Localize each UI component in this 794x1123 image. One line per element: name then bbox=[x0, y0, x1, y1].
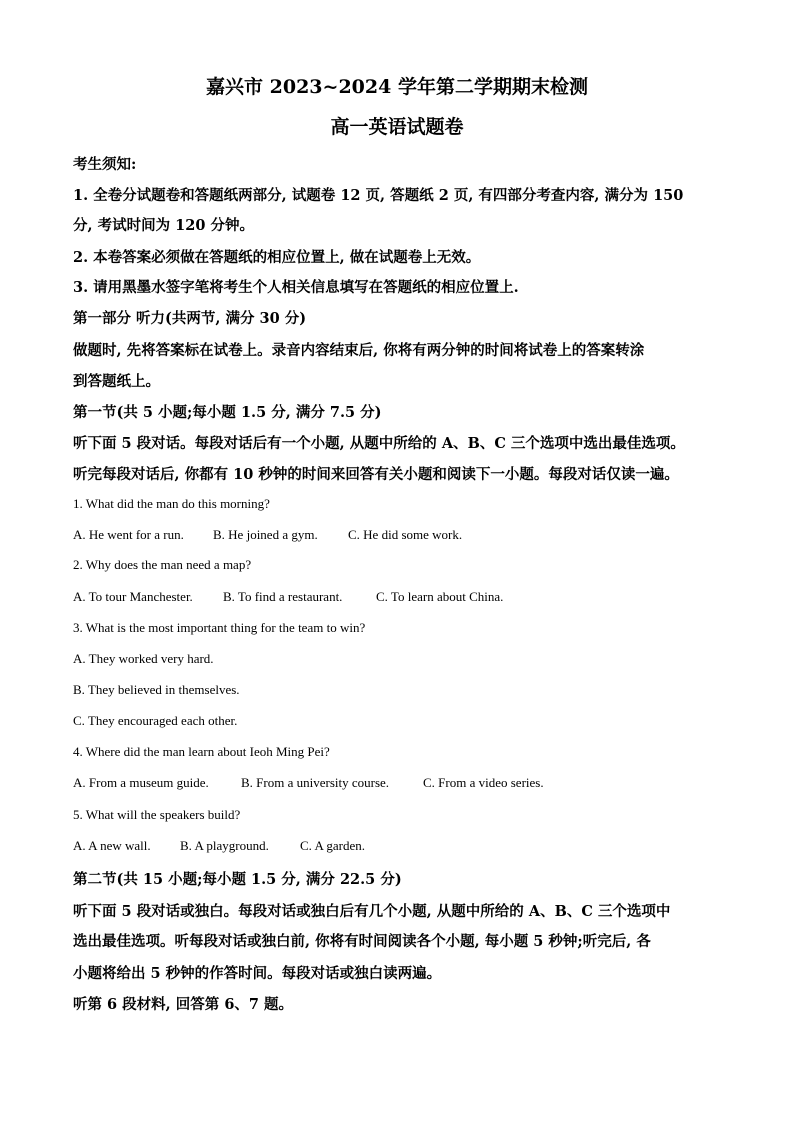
question-2-option-a: A. To tour Manchester. bbox=[73, 589, 193, 604]
question-2-options bbox=[73, 589, 733, 605]
question-3-option-c: C. They encouraged each other. bbox=[73, 713, 238, 728]
question-3-option-a: A. They worked very hard. bbox=[73, 651, 214, 666]
question-2-option-b: B. To find a restaurant. bbox=[223, 589, 343, 604]
question-4-option-c: C. From a video series. bbox=[423, 775, 544, 790]
part-1-intro-line-2: 到答题纸上。 bbox=[73, 373, 160, 390]
question-2-option-c: C. To learn about China. bbox=[376, 589, 504, 604]
notice-heading: 考生须知: bbox=[73, 156, 137, 173]
question-1-option-c: C. He did some work. bbox=[348, 527, 463, 542]
question-1-option-b: B. He joined a gym. bbox=[213, 527, 318, 542]
section-2-instruction-line-3: 小题将给出 5 秒钟的作答时间。每段对话或独白读两遍。 bbox=[73, 965, 442, 982]
section-1-instruction-line-1: 听下面 5 段对话。每段对话后有一个小题, 从题中所给的 A、B、C 三个选项中选出最佳选项。 bbox=[73, 435, 685, 452]
question-5-options bbox=[73, 838, 733, 854]
question-3-option-b: B. They believed in themselves. bbox=[73, 682, 240, 697]
notice-item-1-line-2: 分, 考试时间为 120 分钟。 bbox=[73, 217, 254, 234]
material-6-heading: 听第 6 段材料, 回答第 6、7 题。 bbox=[73, 996, 294, 1013]
exam-subtitle: 高一英语试题卷 bbox=[330, 116, 464, 138]
question-4-option-a: A. From a museum guide. bbox=[73, 775, 209, 790]
notice-item-3: 3. 请用黑墨水签字笔将考生个人相关信息填写在答题纸的相应位置上. bbox=[73, 279, 519, 296]
question-4-options bbox=[73, 775, 733, 791]
question-5-option-a: A. A new wall. bbox=[73, 838, 151, 853]
question-5-option-c: C. A garden. bbox=[300, 838, 365, 853]
part-1-heading: 第一部分 听力(共两节, 满分 30 分) bbox=[73, 310, 307, 327]
part-1-intro-line-1: 做题时, 先将答案标在试卷上。录音内容结束后, 你将有两分钟的时间将试卷上的答案转涂 bbox=[73, 342, 645, 359]
question-1-stem: 1. What did the man do this morning? bbox=[73, 496, 270, 511]
section-2-heading: 第二节(共 15 小题;每小题 1.5 分, 满分 22.5 分) bbox=[73, 871, 402, 888]
section-2-instruction-line-2: 选出最佳选项。听每段对话或独白前, 你将有时间阅读各个小题, 每小题 5 秒钟;听完后, 各 bbox=[73, 933, 651, 950]
notice-item-2: 2. 本卷答案必须做在答题纸的相应位置上, 做在试题卷上无效。 bbox=[73, 249, 481, 266]
question-5-stem: 5. What will the speakers build? bbox=[73, 807, 241, 822]
section-1-instruction-line-2: 听完每段对话后, 你都有 10 秒钟的时间来回答有关小题和阅读下一小题。每段对话仅读一遍。 bbox=[73, 466, 679, 483]
question-4-stem: 4. Where did the man learn about Ieoh Ming Pei? bbox=[73, 744, 330, 759]
section-1-heading: 第一节(共 5 小题;每小题 1.5 分, 满分 7.5 分) bbox=[73, 404, 382, 421]
section-2-instruction-line-1: 听下面 5 段对话或独白。每段对话或独白后有几个小题, 从题中所给的 A、B、C 三个选项中 bbox=[73, 903, 671, 920]
question-3-stem: 3. What is the most important thing for the team to win? bbox=[73, 620, 366, 635]
exam-title: 嘉兴市 2023~2024 学年第二学期期末检测 bbox=[206, 76, 588, 98]
question-2-stem: 2. Why does the man need a map? bbox=[73, 557, 252, 572]
question-1-options bbox=[73, 527, 733, 543]
question-5-option-b: B. A playground. bbox=[180, 838, 269, 853]
notice-item-1-line-1: 1. 全卷分试题卷和答题纸两部分, 试题卷 12 页, 答题纸 2 页, 有四部分考查内容, 满分为 150 bbox=[73, 187, 684, 204]
question-1-option-a: A. He went for a run. bbox=[73, 527, 184, 542]
question-4-option-b: B. From a university course. bbox=[241, 775, 390, 790]
